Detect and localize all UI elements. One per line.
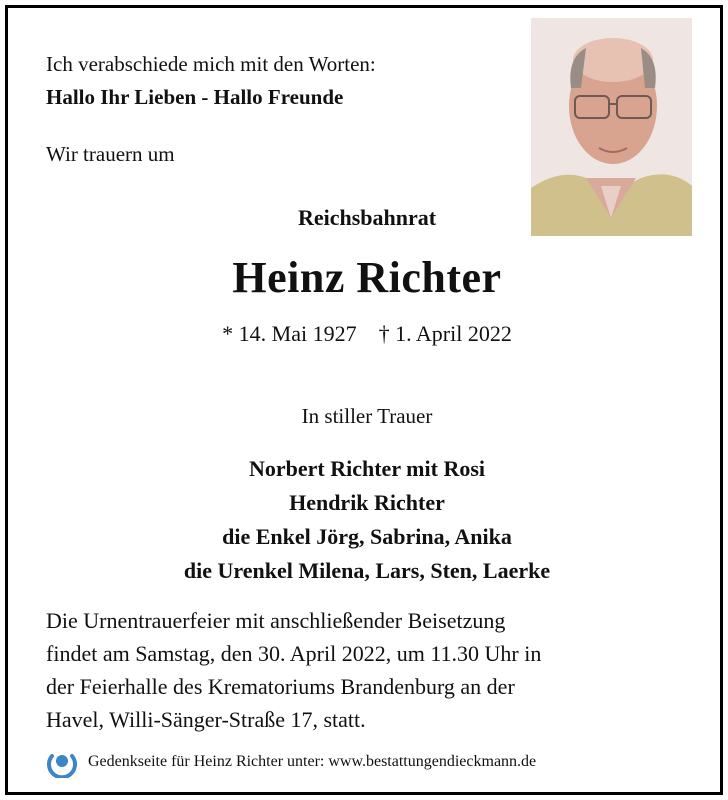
- death-date: † 1. April 2022: [378, 321, 512, 346]
- obituary-notice: [5, 5, 723, 795]
- intro-line: Ich verabschiede mich mit den Worten:: [46, 52, 376, 76]
- service-details: [46, 604, 706, 736]
- family-member: Norbert Richter mit Rosi: [248, 456, 486, 481]
- memorial-logo-icon: [46, 746, 78, 778]
- intro-quote: [46, 48, 376, 114]
- deceased-title: Reichsbahnrat: [297, 205, 437, 230]
- portrait-photo: [531, 18, 692, 236]
- family-member: die Urenkel Milena, Lars, Sten, Laerke: [183, 558, 551, 583]
- memorial-footer: [46, 746, 536, 778]
- grief-text: In stiller Trauer: [301, 404, 433, 428]
- intro-motto: Hallo Ihr Lieben - Hallo Freunde: [46, 85, 344, 109]
- service-line: der Feierhalle des Krematoriums Brandenburg an der: [46, 674, 515, 699]
- family-member: Hendrik Richter: [289, 490, 445, 515]
- service-line: Havel, Willi-Sänger-Straße 17, statt.: [46, 707, 366, 732]
- service-line: Die Urnentrauerfeier mit anschließender Beisetzung: [46, 608, 506, 633]
- service-line: findet am Samstag, den 30. April 2022, um 11.30 Uhr in: [46, 641, 542, 666]
- birth-date: * 14. Mai 1927: [222, 321, 357, 346]
- portrait-illustration: [531, 18, 692, 236]
- life-dates: [8, 321, 726, 347]
- family-list: [8, 452, 726, 588]
- mourning-text: Wir trauern um: [46, 142, 175, 166]
- family-member: die Enkel Jörg, Sabrina, Anika: [222, 524, 512, 549]
- deceased-name: Heinz Richter: [232, 253, 502, 302]
- memorial-link-text[interactable]: Gedenkseite für Heinz Richter unter: www.bestattungendieckmann.de: [88, 753, 537, 770]
